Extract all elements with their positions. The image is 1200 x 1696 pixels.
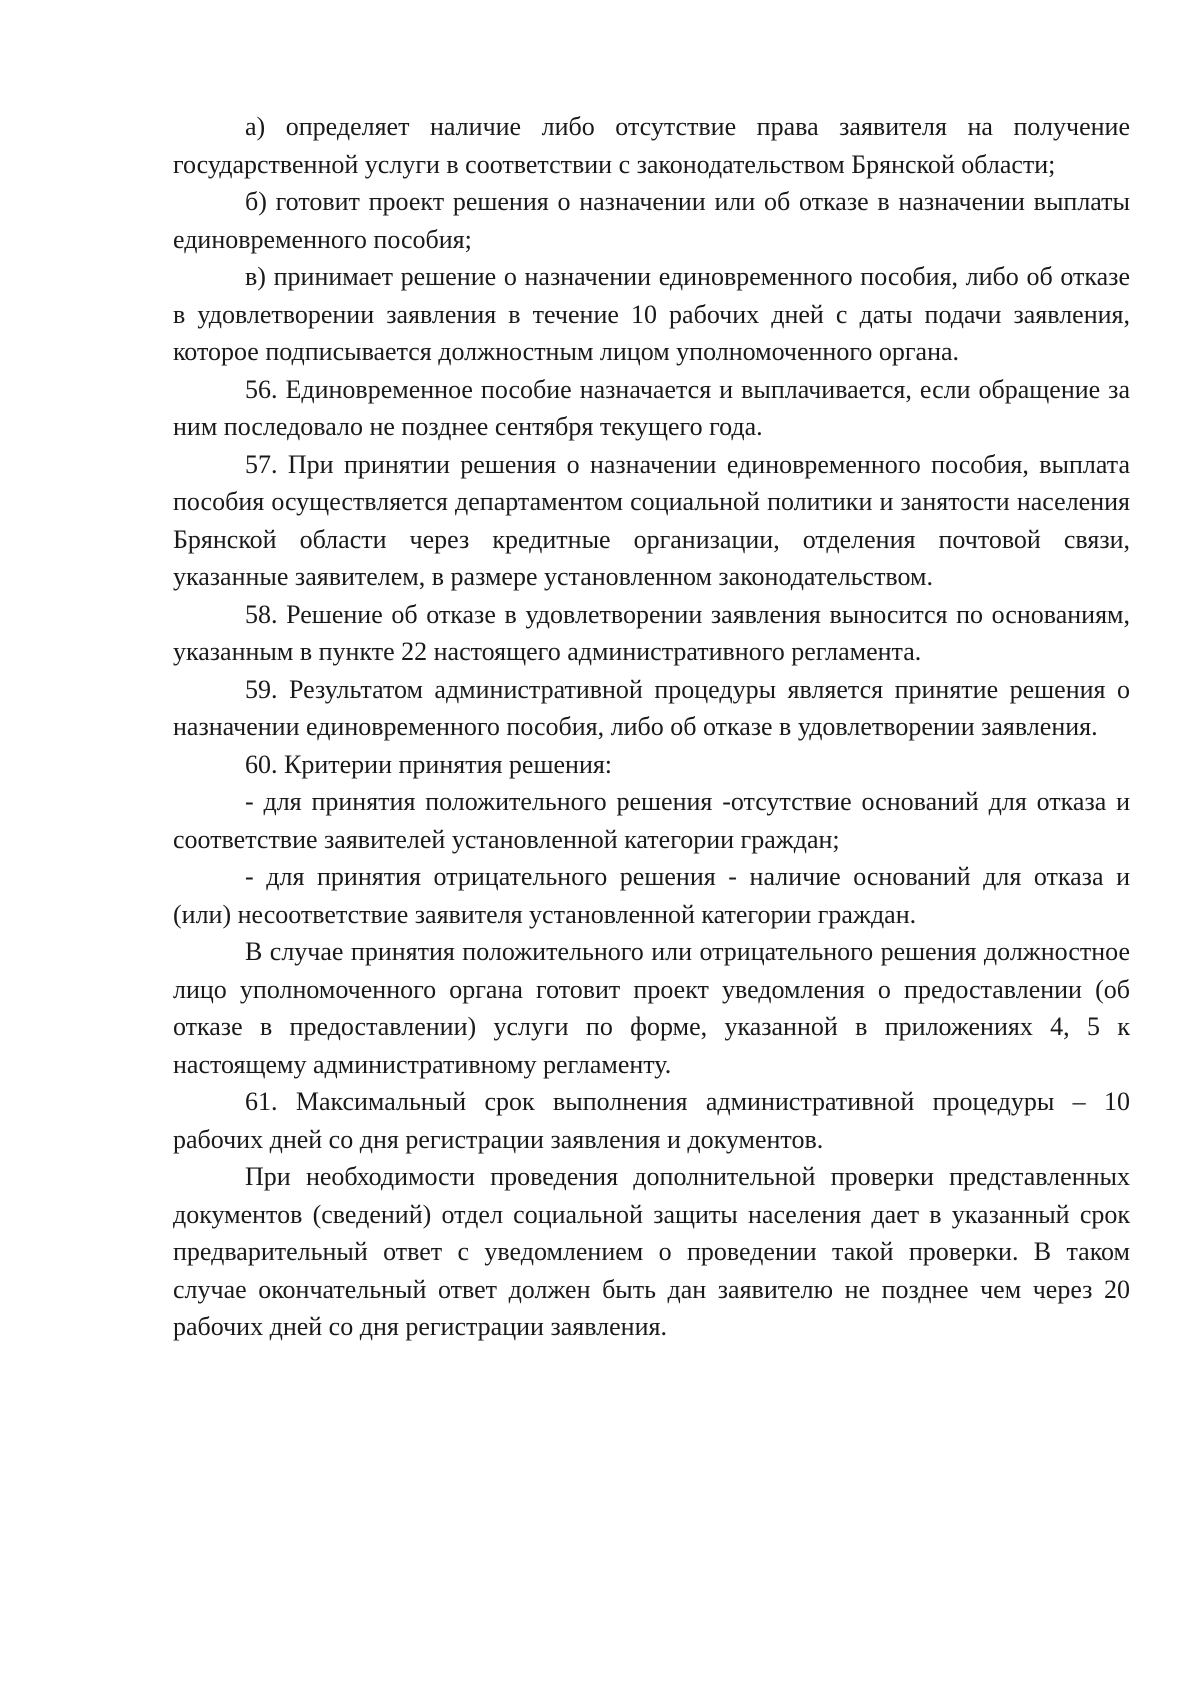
paragraph-60-heading: 60. Критерии принятия решения: bbox=[245, 749, 613, 779]
paragraph-56: 56. Единовременное пособие назначается и выплачивается, если обращение за ним последовало не позднее сентября текущего года. bbox=[173, 374, 1130, 441]
paragraph-57: 57. При принятии решения о назначении единовременного пособия, выплата пособия осуществляется департаментом социальной политики и занятости населения Брянской области через кредитные организации, отделения почтовой связи, указанные заявителем, в размере установленном законодательством. bbox=[173, 449, 1130, 591]
criteria-negative: - для принятия отрицательного решения - наличие оснований для отказа и (или) несоответствие заявителя установленной категории граждан. bbox=[173, 862, 1130, 929]
paragraph-notification: В случае принятия положительного или отрицательного решения должностное лицо уполномоченного органа готовит проект уведомления о предоставлении (об отказе в предоставлении) услуги по форме, указанной в приложениях 4, 5 к настоящему административному регламенту. bbox=[173, 937, 1130, 1079]
paragraph-a-determines-right: а) определяет наличие либо отсутствие права заявителя на получение государственной услуги в соответствии с законодательством Брянской области; bbox=[173, 112, 1130, 179]
paragraph-v-makes-decision: в) принимает решение о назначении единовременного пособия, либо об отказе в удовлетворении заявления в течение 10 рабочих дней с даты подачи заявления, которое подписывается должностным лицом уполномоченного органа. bbox=[173, 262, 1130, 366]
paragraph-58: 58. Решение об отказе в удовлетворении заявления выносится по основаниям, указанным в пункте 22 настоящего административного регламента. bbox=[173, 599, 1130, 666]
paragraph-59: 59. Результатом административной процедуры является принятие решения о назначении единовременного пособия, либо об отказе в удовлетворении заявления. bbox=[173, 674, 1130, 741]
document-page bbox=[173, 108, 1130, 1346]
criteria-positive: - для принятия положительного решения -отсутствие оснований для отказа и соответствие заявителей установленной категории граждан; bbox=[173, 787, 1130, 854]
paragraph-61: 61. Максимальный срок выполнения административной процедуры – 10 рабочих дней со дня регистрации заявления и документов. bbox=[173, 1087, 1130, 1154]
paragraph-b-prepares-draft: б) готовит проект решения о назначении или об отказе в назначении выплаты единовременного пособия; bbox=[173, 187, 1130, 254]
paragraph-additional-check: При необходимости проведения дополнительной проверки представленных документов (сведений) отдел социальной защиты населения дает в указанный срок предварительный ответ с уведомлением о проведении такой проверки. В таком случае окончательный ответ должен быть дан заявителю не позднее чем через 20 рабочих дней со дня регистрации заявления. bbox=[173, 1162, 1130, 1341]
